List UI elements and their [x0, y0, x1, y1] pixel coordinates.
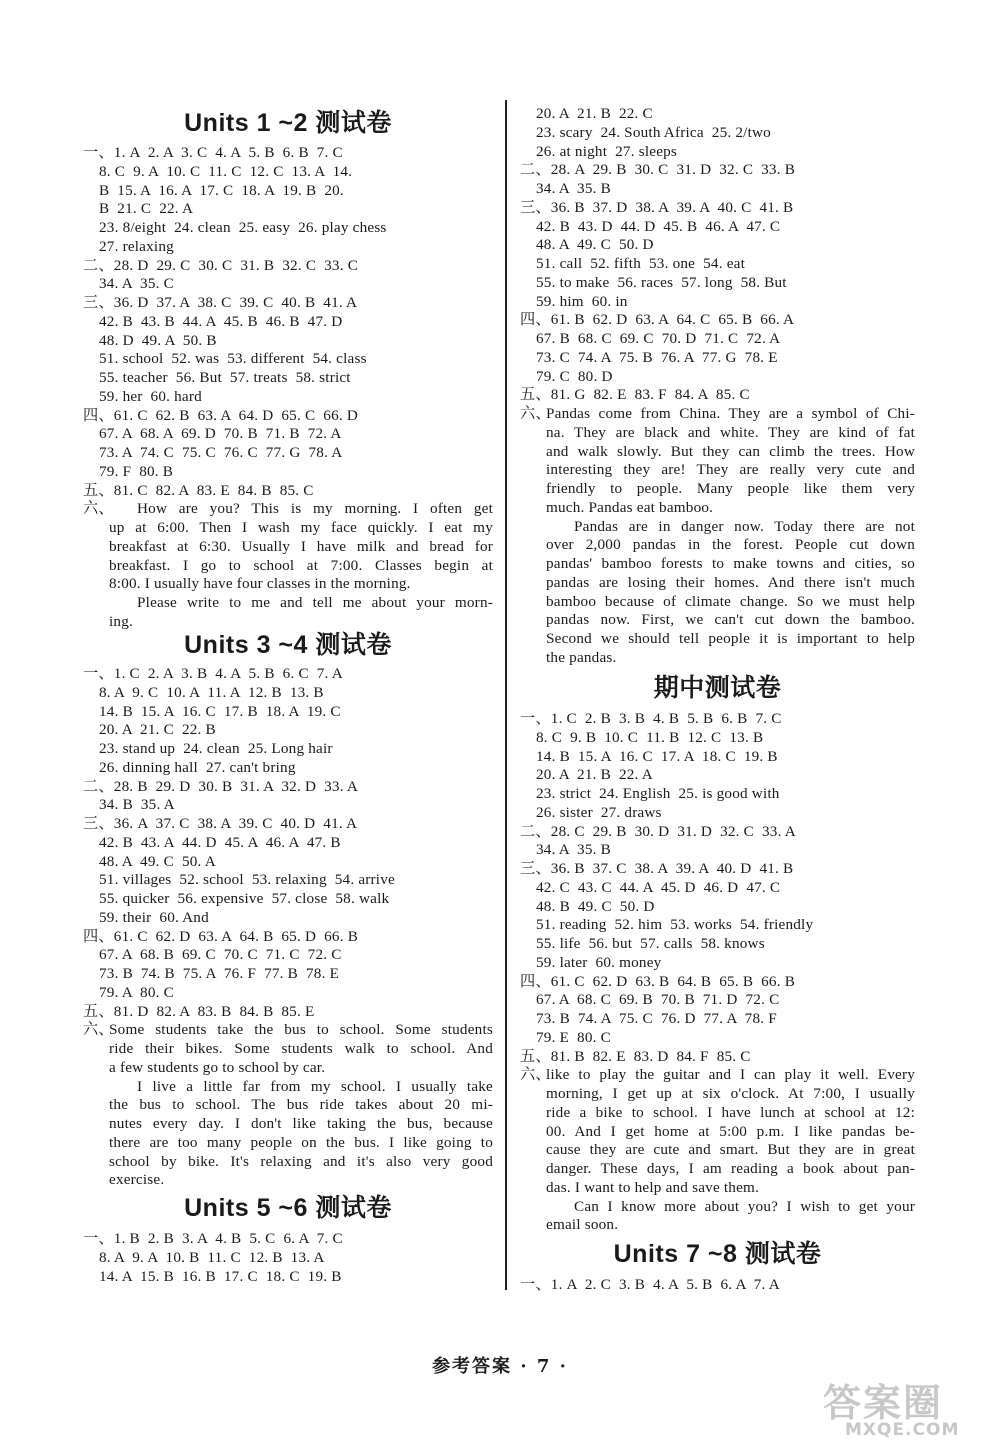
- essay-line: Some students take the bus to school. Some students: [109, 1021, 493, 1039]
- essay-label: 六、: [83, 500, 114, 518]
- essay-line: and walk slowly. But they can climb the trees. How: [546, 442, 915, 460]
- answer-line: 59. later 60. money: [520, 953, 662, 971]
- answer-line: 20. A 21. B 22. C: [520, 105, 653, 122]
- answer-line: B 15. A 16. A 17. C 18. A 19. B 20.: [83, 181, 344, 199]
- answer-line: 三、36. A 37. C 38. A 39. C 40. D 41. A: [83, 815, 358, 832]
- essay-line: over 2,000 pandas in the forest. People cut down: [546, 536, 915, 554]
- answer-line: 51. reading 52. him 53. works 54. friendly: [520, 916, 814, 934]
- answer-line: 14. B 15. A 16. C 17. B 18. A 19. C: [83, 702, 341, 720]
- answer-line: 二、28. A 29. B 30. C 31. D 32. C 33. B: [520, 161, 796, 179]
- essay-line: there are too many people on the bus. I like going to: [109, 1133, 493, 1151]
- essay-line: pandas' bamboo forests to make towns and cities, so: [546, 555, 915, 572]
- answer-line: 20. A 21. C 22. B: [83, 721, 216, 739]
- essay-line: 8:00. I usually have four classes in the morning.: [109, 575, 411, 593]
- answer-line: 27. relaxing: [83, 237, 174, 255]
- essay-line: danger. These days, I am reading a book about pan-: [546, 1160, 915, 1177]
- essay-line: morning, I get up at six o'clock. At 7:00, I usually: [546, 1085, 915, 1102]
- essay-line: email soon.: [546, 1216, 619, 1234]
- section-title-midterm: 期中测试卷: [653, 674, 782, 702]
- essay-line: the bus to school. The bus ride takes about 20 mi-: [109, 1096, 493, 1114]
- essay-line: cause they are cute and smart. But they are in great: [546, 1141, 915, 1159]
- answer-line: 8. A 9. C 10. A 11. A 12. B 13. B: [83, 683, 324, 701]
- essay-line: Second we should tell people it is important to help: [546, 630, 915, 647]
- answer-line: 79. A 80. C: [83, 983, 174, 1001]
- answer-line: 67. A 68. B 69. C 70. C 71. C 72. C: [83, 946, 342, 964]
- essay-line: das. I want to help and save them.: [546, 1178, 760, 1196]
- essay-line: exercise.: [109, 1171, 165, 1189]
- answer-line: 42. B 43. B 44. A 45. B 46. B 47. D: [83, 312, 343, 330]
- essay-line: Please write to me and tell me about your morn-: [137, 594, 493, 611]
- answer-line: 二、28. B 29. D 30. B 31. A 32. D 33. A: [83, 777, 359, 795]
- answer-line: 51. villages 52. school 53. relaxing 54. arrive: [83, 871, 395, 889]
- essay-line: like to play the guitar and I can play it well. Every: [546, 1066, 915, 1084]
- essay-line: ride a bike to school. I have lunch at school at 12:: [546, 1103, 915, 1121]
- answer-line: 四、61. C 62. D 63. A 64. B 65. D 66. B: [83, 927, 359, 945]
- watermark-top-text: 答案圈: [823, 1381, 944, 1425]
- answer-line: 67. B 68. C 69. C 70. D 71. C 72. A: [520, 330, 781, 347]
- answer-line: 34. B 35. A: [83, 796, 175, 814]
- essay-line: breakfast. I go to school at 7:00. Classes begin at: [109, 556, 493, 574]
- answer-line: 一、1. A 2. A 3. C 4. A 5. B 6. B 7. C: [83, 144, 343, 161]
- essay-line: nutes every day. I don't like taking the bus, because: [109, 1115, 493, 1132]
- essay-label: 六、: [520, 405, 551, 422]
- essay-line: ing.: [109, 612, 134, 630]
- answer-line: 20. A 21. B 22. A: [520, 766, 653, 784]
- essay-line: Pandas are in danger now. Today there are not: [574, 517, 915, 535]
- essay-line: school by bike. It's relaxing and it's also very good: [109, 1152, 493, 1170]
- answer-line: 一、1. C 2. B 3. B 4. B 5. B 6. B 7. C: [520, 710, 782, 727]
- answer-line: 48. A 49. C 50. D: [520, 236, 654, 254]
- answer-line: 四、61. C 62. B 63. A 64. D 65. C 66. D: [83, 406, 359, 424]
- essay-line: 00. And I get home at 5:00 p.m. I like pandas be-: [546, 1122, 915, 1140]
- essay-line: breakfast at 6:30. Usually I have milk and bread for: [109, 537, 493, 555]
- answer-line: 73. B 74. B 75. A 76. F 77. B 78. E: [83, 965, 340, 982]
- answer-line: 26. at night 27. sleeps: [520, 142, 678, 160]
- essay-line: friendly to people. Many people like them very: [546, 480, 915, 497]
- answer-line: 73. B 74. A 75. C 76. D 77. A 78. F: [520, 1010, 777, 1027]
- section-title-units-7-8: Units 7 ~8 测试卷: [613, 1240, 822, 1268]
- answer-line: 26. dinning hall 27. can't bring: [83, 758, 296, 776]
- answer-line: B 21. C 22. A: [83, 200, 194, 218]
- answer-line: 五、81. D 82. A 83. B 84. B 85. E: [83, 1002, 315, 1020]
- answer-line: 23. 8/eight 24. clean 25. easy 26. play chess: [83, 219, 387, 236]
- answer-line: 14. B 15. A 16. C 17. A 18. C 19. B: [520, 747, 778, 765]
- answer-line: 51. school 52. was 53. different 54. class: [83, 350, 367, 368]
- essay-line: How are you? This is my morning. I often get: [137, 500, 493, 518]
- essay-line: a few students go to school by car.: [109, 1058, 326, 1076]
- answer-line: 48. A 49. C 50. A: [83, 852, 216, 870]
- answer-line: 59. their 60. And: [83, 908, 209, 926]
- answer-line: 23. strict 24. English 25. is good with: [520, 785, 780, 802]
- essay-line: interesting they are! They are really very cute and: [546, 461, 915, 479]
- answer-line: 8. C 9. A 10. C 11. C 12. C 13. A 14.: [83, 162, 353, 180]
- answer-line: 三、36. B 37. D 38. A 39. A 40. C 41. B: [520, 198, 794, 216]
- answer-line: 二、28. C 29. B 30. D 31. D 32. C 33. A: [520, 822, 796, 840]
- answer-line: 二、28. D 29. C 30. C 31. B 32. C 33. C: [83, 256, 359, 274]
- answer-line: 79. E 80. C: [520, 1028, 611, 1046]
- essay-line: ride their bikes. Some students walk to school. And: [109, 1040, 493, 1057]
- section-title-units-1-2: Units 1 ~2 测试卷: [184, 109, 392, 137]
- essay-line: bamboo because of climate change. So we must help: [546, 592, 915, 610]
- answer-line: 14. A 15. B 16. B 17. C 18. C 19. B: [83, 1267, 342, 1285]
- page-footer: 参考答案 · 7 ·: [432, 1356, 568, 1377]
- answer-line: 51. call 52. fifth 53. one 54. eat: [520, 255, 745, 272]
- essay-line: the pandas.: [546, 648, 617, 666]
- answer-line: 73. C 74. A 75. B 76. A 77. G 78. E: [520, 348, 778, 366]
- answer-line: 42. B 43. A 44. D 45. A 46. A 47. B: [83, 833, 341, 851]
- answer-line: 34. A 35. B: [520, 841, 611, 859]
- essay-line: na. They are black and white. They are kind of fat: [546, 423, 915, 441]
- answer-line: 55. teacher 56. But 57. treats 58. strict: [83, 369, 351, 386]
- answer-line: 一、1. B 2. B 3. A 4. B 5. C 6. A 7. C: [83, 1230, 343, 1247]
- watermark-url-text: MXQE.COM: [845, 1420, 960, 1440]
- answer-line: 55. life 56. but 57. calls 58. knows: [520, 935, 765, 952]
- answer-line: 一、1. C 2. A 3. B 4. A 5. B 6. C 7. A: [83, 665, 343, 682]
- answer-line: 73. A 74. C 75. C 76. C 77. G 78. A: [83, 444, 343, 461]
- essay-line: pandas now. First, we can't cut down the bamboo.: [546, 611, 915, 629]
- essay-line: up at 6:00. Then I wash my face quickly. I eat my: [109, 519, 493, 536]
- essay-line: Can I know more about you? I wish to get your: [574, 1197, 915, 1215]
- essay-line: Pandas come from China. They are a symbol of Chi-: [546, 405, 915, 422]
- essay-line: I live a little far from my school. I usually take: [137, 1077, 493, 1095]
- answer-line: 59. her 60. hard: [83, 387, 202, 405]
- section-title-units-3-4: Units 3 ~4 测试卷: [184, 631, 392, 659]
- answer-line: 四、61. B 62. D 63. A 64. C 65. B 66. A: [520, 311, 795, 329]
- answer-line: 42. C 43. C 44. A 45. D 46. D 47. C: [520, 878, 781, 896]
- section-title-units-5-6: Units 5 ~6 测试卷: [184, 1194, 392, 1222]
- answer-line: 67. A 68. C 69. B 70. B 71. D 72. C: [520, 991, 780, 1009]
- essay-label: 六、: [83, 1021, 114, 1039]
- answer-line: 四、61. C 62. D 63. B 64. B 65. B 66. B: [520, 972, 796, 990]
- answer-line: 55. to make 56. races 57. long 58. But: [520, 273, 787, 291]
- answer-line: 34. A 35. C: [83, 275, 174, 293]
- answer-line: 48. B 49. C 50. D: [520, 897, 655, 915]
- answer-line: 42. B 43. D 44. D 45. B 46. A 47. C: [520, 217, 781, 235]
- essay-label: 六、: [520, 1066, 551, 1084]
- answer-line: 三、36. B 37. C 38. A 39. A 40. D 41. B: [520, 860, 794, 877]
- answer-line: 五、81. C 82. A 83. E 84. B 85. C: [83, 481, 314, 499]
- answer-line: 79. F 80. B: [83, 462, 174, 480]
- answer-line: 79. C 80. D: [520, 367, 613, 385]
- answer-line: 59. him 60. in: [520, 292, 628, 310]
- answer-line: 23. scary 24. South Africa 25. 2/two: [520, 123, 771, 141]
- answer-line: 8. C 9. B 10. C 11. B 12. C 13. B: [520, 728, 764, 746]
- answer-line: 五、81. G 82. E 83. F 84. A 85. C: [520, 386, 750, 404]
- answer-line: 55. quicker 56. expensive 57. close 58. walk: [83, 890, 390, 907]
- answer-line: 67. A 68. A 69. D 70. B 71. B 72. A: [83, 425, 342, 443]
- answer-line: 8. A 9. A 10. B 11. C 12. B 13. A: [83, 1248, 325, 1266]
- answer-line: 48. D 49. A 50. B: [83, 331, 217, 349]
- answer-line: 26. sister 27. draws: [520, 803, 662, 821]
- answer-line: 三、36. D 37. A 38. C 39. C 40. B 41. A: [83, 294, 358, 311]
- answer-line: 五、81. B 82. E 83. D 84. F 85. C: [520, 1047, 751, 1065]
- essay-line: pandas are losing their homes. And there isn't much: [546, 573, 915, 591]
- essay-line: much. Pandas eat bamboo.: [546, 498, 714, 516]
- answer-line: 23. stand up 24. clean 25. Long hair: [83, 740, 333, 757]
- watermark-logo: [815, 1372, 995, 1447]
- answer-line: 一、1. A 2. C 3. B 4. A 5. B 6. A 7. A: [520, 1276, 780, 1293]
- answer-line: 34. A 35. B: [520, 180, 611, 197]
- column-divider: [505, 100, 507, 1290]
